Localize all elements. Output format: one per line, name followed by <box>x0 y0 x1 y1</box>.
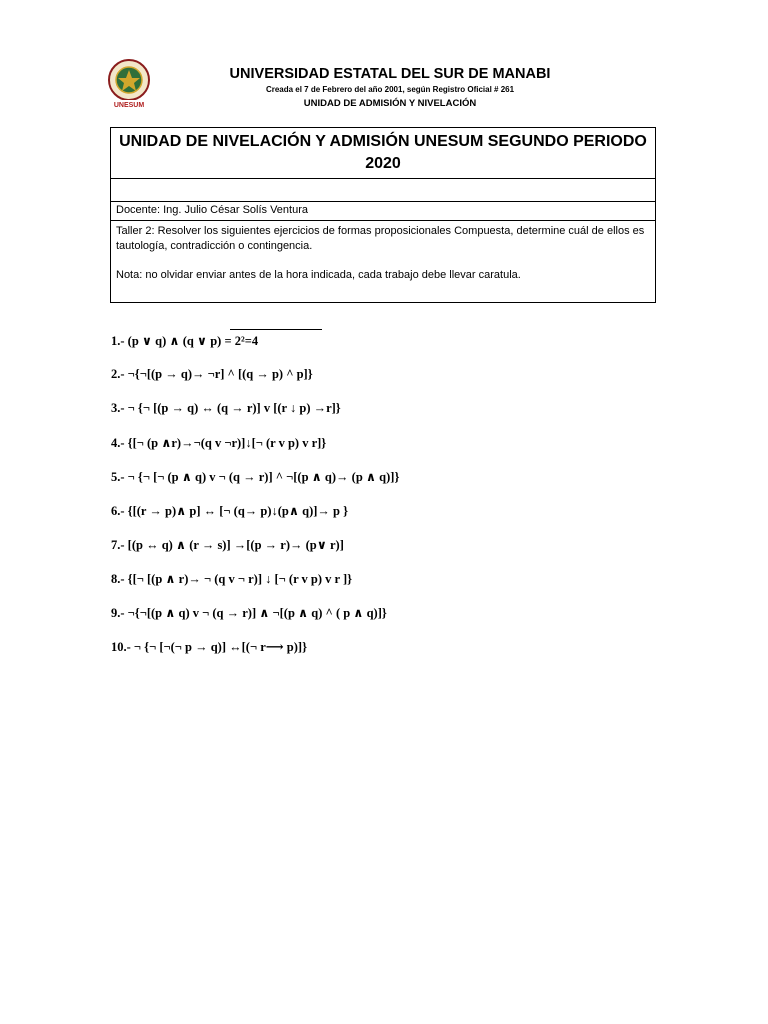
exercise-9: 9.- ¬{¬[(p ∧ q) v ¬ (q → r)] ∧ ¬[(p ∧ q) ^ ( p ∧ q)]} <box>111 606 387 620</box>
task-description: Taller 2: Resolver los siguientes ejercicios de formas proposicionales Compuesta, determine cuál de ellos es tautología, contradicción o contingencia. <box>116 225 645 252</box>
logo-text: UNESUM <box>113 102 145 109</box>
exercise-6: 6.- {[(r → p)∧ p] ↔ [¬ (q→ p)↓(p∧ q)]→ p } <box>111 504 349 518</box>
exercise-2: 2.- ¬{¬[(p → q)→ ¬r] ^ [(q → p) ^ p]} <box>111 367 313 381</box>
info-box-empty-row <box>111 179 655 202</box>
exercise-7: 7.- [(p ↔ q) ∧ (r → s)] →[(p → r)→ (p∨ r)] <box>111 538 344 552</box>
exercise-10: 10.- ¬ {¬ [¬(¬ p → q)] ↔[(¬ r⟶ p)]} <box>111 640 308 654</box>
creation-note: Creada el 7 de Febrero del año 2001, según Registro Oficial # 261 <box>265 85 515 94</box>
exercise-1: 1.- (p ∨ q) ∧ (q ∨ p) = 2²=4 <box>111 334 259 348</box>
teacher-line: Docente: Ing. Julio César Solís Ventura <box>111 202 655 221</box>
unesum-logo <box>103 58 155 110</box>
unit-name: UNIDAD DE ADMISIÓN Y NIVELACIÓN <box>303 98 477 109</box>
exercise-5: 5.- ¬ {¬ [¬ (p ∧ q) v ¬ (q → r)] ^ ¬[(p ∧ q)→ (p ∧ q)]} <box>111 470 400 484</box>
exercise-3: 3.- ¬ {¬ [(p → q) ↔ (q → r)] v [(r ↓ p) →r]} <box>111 401 341 415</box>
task-note: Nota: no olvidar enviar antes de la hora indicada, cada trabajo debe llevar caratula. <box>116 269 521 281</box>
task-block <box>111 221 655 302</box>
formula-overline <box>230 329 322 330</box>
university-name: UNIVERSIDAD ESTATAL DEL SUR DE MANABI <box>229 66 551 82</box>
info-box <box>110 127 656 303</box>
info-box-title: UNIDAD DE NIVELACIÓN Y ADMISIÓN UNESUM SEGUNDO PERIODO 2020 <box>111 128 655 179</box>
exercise-4: 4.- {[¬ (p ∧r)→¬(q v ¬r)]↓[¬ (r v p) v r]} <box>111 436 327 450</box>
exercise-8: 8.- {[¬ [(p ∧ r)→ ¬ (q v ¬ r)] ↓ [¬ (r v p) v r ]} <box>111 572 353 586</box>
